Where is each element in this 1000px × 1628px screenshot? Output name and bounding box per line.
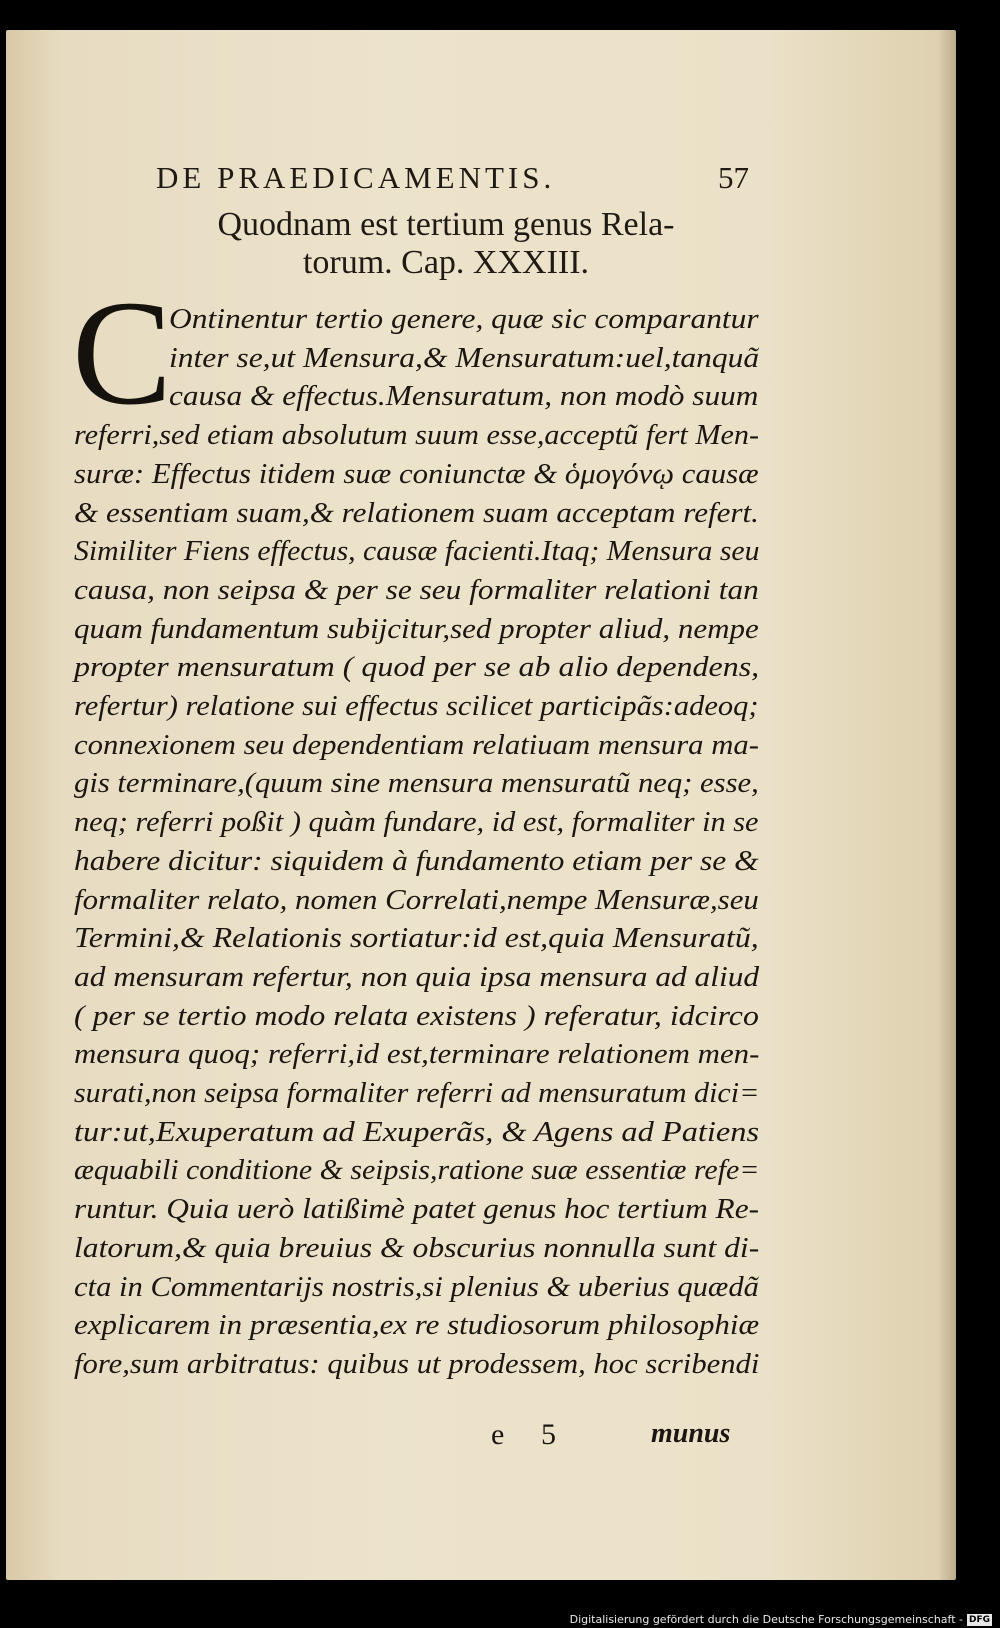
- text-line: Ontinentur tertio genere, quæ sic comparantur: [169, 304, 759, 335]
- catchword: munus: [651, 1418, 731, 1449]
- footer-text: Digitalisierung gefördert durch die Deutsche Forschungsgemeinschaft -: [569, 1613, 963, 1626]
- text-line: neq; referri poßit ) quàm fundare, id est, formaliter in se: [74, 807, 759, 839]
- text-line: Similiter Fiens effectus, causæ facienti.Itaq; Mensura seu: [74, 536, 760, 568]
- book-page: [6, 30, 956, 1580]
- text-line: ( per se tertio modo relata existens ) referatur, idcirco: [74, 1000, 759, 1032]
- text-line: habere dicitur: siquidem à fundamento etiam per se &: [74, 845, 759, 877]
- running-head-title: DE PRAEDICAMENTIS.: [156, 160, 556, 195]
- text-line: quam fundamentum subijcitur,sed propter aliud, nempe: [74, 613, 759, 645]
- signature-letter: e: [491, 1418, 505, 1451]
- text-line: explicarem in præsentia,ex re studiosorum philosophiæ: [74, 1310, 760, 1342]
- text-line: causa & effectus.Mensuratum, non modò suum: [169, 381, 759, 413]
- drop-cap: C: [72, 270, 173, 436]
- chapter-title-line-1: Quodnam est tertium genus Rela-: [217, 206, 675, 243]
- text-line: refertur) relatione sui effectus scilicet participãs:adeoq;: [74, 691, 759, 722]
- text-line: formaliter relato, nomen Correlati,nempe Mensuræ,seu: [74, 884, 759, 916]
- text-line: latorum,& quia breuius & obscurius nonnulla sunt di-: [74, 1232, 760, 1264]
- text-line: æquabili conditione & seipsis,ratione suæ essentiæ refe=: [74, 1155, 760, 1187]
- chapter-title: [106, 206, 786, 282]
- text-line: gis terminare,(quum sine mensura mensuratũ neq; esse,: [74, 768, 759, 800]
- text-line: referri,sed etiam absolutum suum esse,acceptũ fert Men-: [74, 420, 760, 452]
- text-line: surati,non seipsa formaliter referri ad mensuratum dici=: [74, 1078, 760, 1109]
- signature-number: 5: [541, 1418, 556, 1451]
- text-line: propter mensuratum ( quod per se ab alio dependens,: [74, 652, 760, 684]
- text-line: mensura quoq; referri,id est,terminare relationem men-: [74, 1039, 760, 1071]
- text-line: fore,sum arbitratus: quibus ut prodessem, hoc scribendi: [74, 1348, 760, 1380]
- text-line: Termini,& Relationis sortiatur:id est,quia Mensuratũ,: [74, 923, 759, 955]
- digitization-footer: [570, 1613, 992, 1626]
- text-line: connexionem seu dependentiam relatiuam mensura ma-: [74, 729, 759, 761]
- dfg-logo: DFG: [968, 1614, 990, 1625]
- text-line: cta in Commentarijs nostris,si plenius & uberius quædã: [74, 1271, 759, 1303]
- chapter-title-line-2: torum. Cap. XXXIII.: [302, 244, 590, 281]
- text-line: runtur. Quia uerò latißimè patet genus hoc tertium Re-: [74, 1194, 760, 1226]
- page-number: 57: [718, 160, 749, 195]
- text-line: & essentiam suam,& relationem suam acceptam refert.: [74, 497, 759, 529]
- text-line: tur:ut,Exuperatum ad Exuperãs, & Agens ad Patiens: [74, 1116, 760, 1148]
- text-line: suræ: Effectus itidem suæ coniunctæ & ὁμογόνῳ causæ: [74, 458, 759, 490]
- text-line: inter se,ut Mensura,& Mensuratum:uel,tanquã: [169, 342, 760, 374]
- text-line: causa, non seipsa & per se seu formaliter relationi tan: [74, 574, 759, 606]
- text-line: ad mensuram refertur, non quia ipsa mensura ad aliud: [74, 961, 760, 993]
